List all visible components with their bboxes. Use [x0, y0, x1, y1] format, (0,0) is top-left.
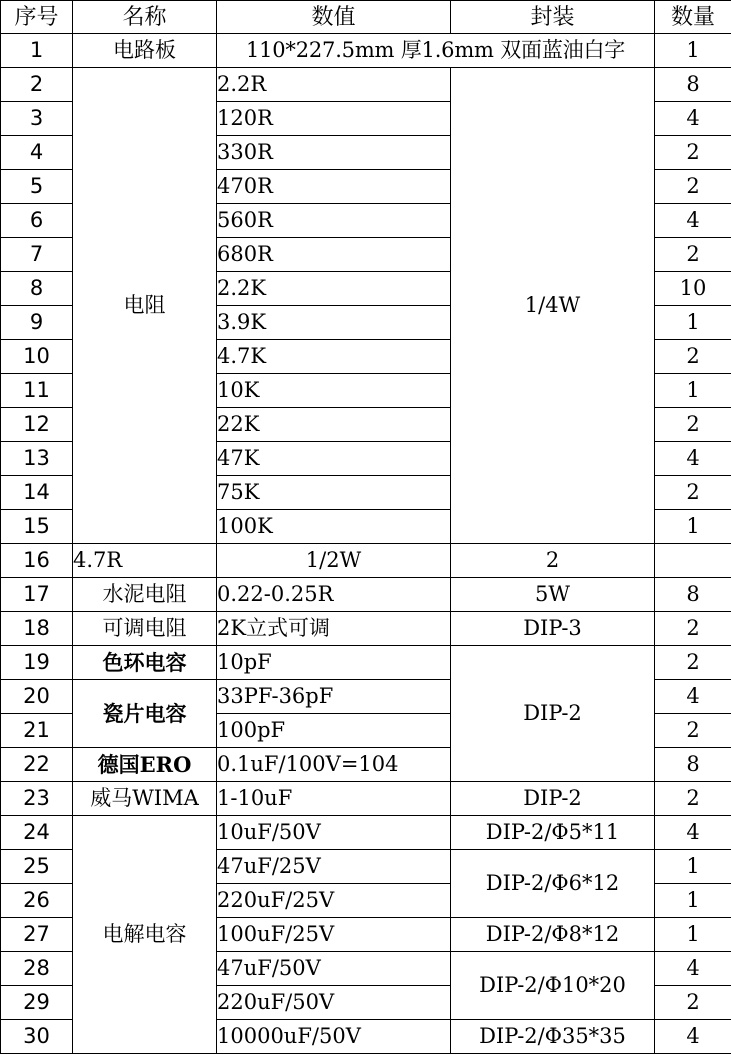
row-no: 2 [1, 68, 73, 102]
row-qty: 2 [655, 476, 731, 510]
row-no: 21 [1, 714, 73, 748]
row-value: 22K [217, 408, 451, 442]
row-no: 15 [1, 510, 73, 544]
row-name: 色环电容 [73, 646, 217, 680]
row-qty: 2 [655, 170, 731, 204]
row-no: 28 [1, 952, 73, 986]
row-no: 7 [1, 238, 73, 272]
row-no: 19 [1, 646, 73, 680]
row-qty: 8 [655, 578, 731, 612]
row-value: 2.2K [217, 272, 451, 306]
row-value: 100K [217, 510, 451, 544]
row-qty: 2 [655, 714, 731, 748]
row-name: 瓷片电容 [73, 680, 217, 748]
table-row [1, 34, 731, 68]
row-no: 29 [1, 986, 73, 1020]
row-qty: 1 [655, 884, 731, 918]
row-no: 11 [1, 374, 73, 408]
row-no: 26 [1, 884, 73, 918]
row-value: 100pF [217, 714, 451, 748]
header-value: 数值 [217, 1, 451, 34]
row-name: 电解电容 [73, 816, 217, 1054]
table-row [1, 782, 731, 816]
row-no: 9 [1, 306, 73, 340]
row-value: 470R [217, 170, 451, 204]
row-name: 可调电阻 [73, 612, 217, 646]
row-qty: 2 [451, 544, 655, 578]
row-no: 25 [1, 850, 73, 884]
row-no: 27 [1, 918, 73, 952]
row-value: 560R [217, 204, 451, 238]
row-no: 1 [1, 34, 73, 68]
row-qty: 4 [655, 102, 731, 136]
row-value: 0.22-0.25R [217, 578, 451, 612]
row-value: 10000uF/50V [217, 1020, 451, 1054]
row-no: 10 [1, 340, 73, 374]
board-spec: 110*227.5mm 厚1.6mm 双面蓝油白字 [217, 34, 655, 68]
row-no: 6 [1, 204, 73, 238]
row-value: 47uF/50V [217, 952, 451, 986]
row-package: DIP-2/Φ35*35 [451, 1020, 655, 1054]
row-package: DIP-2/Φ8*12 [451, 918, 655, 952]
row-name: 德国ERO [73, 748, 217, 782]
row-value: 33PF-36pF [217, 680, 451, 714]
row-qty: 8 [655, 748, 731, 782]
row-qty: 10 [655, 272, 731, 306]
row-qty: 2 [655, 408, 731, 442]
row-value: 220uF/25V [217, 884, 451, 918]
header-package: 封装 [451, 1, 655, 34]
row-qty: 1 [655, 510, 731, 544]
row-value: 100uF/25V [217, 918, 451, 952]
row-qty: 1 [655, 306, 731, 340]
row-package: 1/4W [451, 68, 655, 544]
row-no: 14 [1, 476, 73, 510]
row-value: 10pF [217, 646, 451, 680]
row-package: DIP-2/Φ5*11 [451, 816, 655, 850]
row-name: 威马WIMA [73, 782, 217, 816]
header-qty: 数量 [655, 1, 731, 34]
row-value: 4.7R [73, 544, 217, 578]
table-row [1, 68, 731, 102]
row-no: 3 [1, 102, 73, 136]
table-row [1, 646, 731, 680]
row-value: 3.9K [217, 306, 451, 340]
row-value: 47K [217, 442, 451, 476]
table-row [1, 544, 731, 578]
row-value: 2K立式可调 [217, 612, 451, 646]
row-qty: 2 [655, 986, 731, 1020]
row-no: 17 [1, 578, 73, 612]
row-name: 电阻 [73, 68, 217, 544]
row-qty: 4 [655, 816, 731, 850]
row-package: 5W [451, 578, 655, 612]
row-package: DIP-2/Φ10*20 [451, 952, 655, 1020]
row-value: 75K [217, 476, 451, 510]
row-no: 4 [1, 136, 73, 170]
row-package: DIP-3 [451, 612, 655, 646]
row-value: 120R [217, 102, 451, 136]
row-qty: 4 [655, 1020, 731, 1054]
row-qty: 2 [655, 782, 731, 816]
row-qty: 4 [655, 680, 731, 714]
row-qty: 4 [655, 952, 731, 986]
row-value: 330R [217, 136, 451, 170]
header-row [1, 1, 731, 34]
row-qty: 8 [655, 68, 731, 102]
row-no: 8 [1, 272, 73, 306]
row-no: 23 [1, 782, 73, 816]
row-value: 47uF/25V [217, 850, 451, 884]
row-value: 680R [217, 238, 451, 272]
row-package: 1/2W [217, 544, 451, 578]
row-no: 16 [1, 544, 73, 578]
header-name: 名称 [73, 1, 217, 34]
row-value: 0.1uF/100V=104 [217, 748, 451, 782]
row-package: DIP-2 [451, 782, 655, 816]
row-no: 24 [1, 816, 73, 850]
table-row [1, 612, 731, 646]
row-no: 18 [1, 612, 73, 646]
row-qty: 4 [655, 442, 731, 476]
row-qty: 2 [655, 136, 731, 170]
row-no: 13 [1, 442, 73, 476]
row-qty: 4 [655, 204, 731, 238]
row-value: 10uF/50V [217, 816, 451, 850]
row-value: 4.7K [217, 340, 451, 374]
row-no: 12 [1, 408, 73, 442]
row-no: 20 [1, 680, 73, 714]
row-value: 2.2R [217, 68, 451, 102]
row-package: DIP-2/Φ6*12 [451, 850, 655, 918]
row-qty: 1 [655, 850, 731, 884]
row-qty: 2 [655, 646, 731, 680]
row-name: 水泥电阻 [73, 578, 217, 612]
row-qty: 1 [655, 34, 731, 68]
row-name: 电路板 [73, 34, 217, 68]
row-value: 10K [217, 374, 451, 408]
row-no: 30 [1, 1020, 73, 1054]
row-qty: 2 [655, 238, 731, 272]
header-no: 序号 [1, 1, 73, 34]
row-qty: 1 [655, 918, 731, 952]
row-qty: 2 [655, 340, 731, 374]
row-no: 5 [1, 170, 73, 204]
row-qty: 2 [655, 612, 731, 646]
row-no: 22 [1, 748, 73, 782]
row-qty: 1 [655, 374, 731, 408]
row-value: 220uF/50V [217, 986, 451, 1020]
table-row [1, 816, 731, 850]
table-row [1, 578, 731, 612]
row-package: DIP-2 [451, 646, 655, 782]
row-value: 1-10uF [217, 782, 451, 816]
